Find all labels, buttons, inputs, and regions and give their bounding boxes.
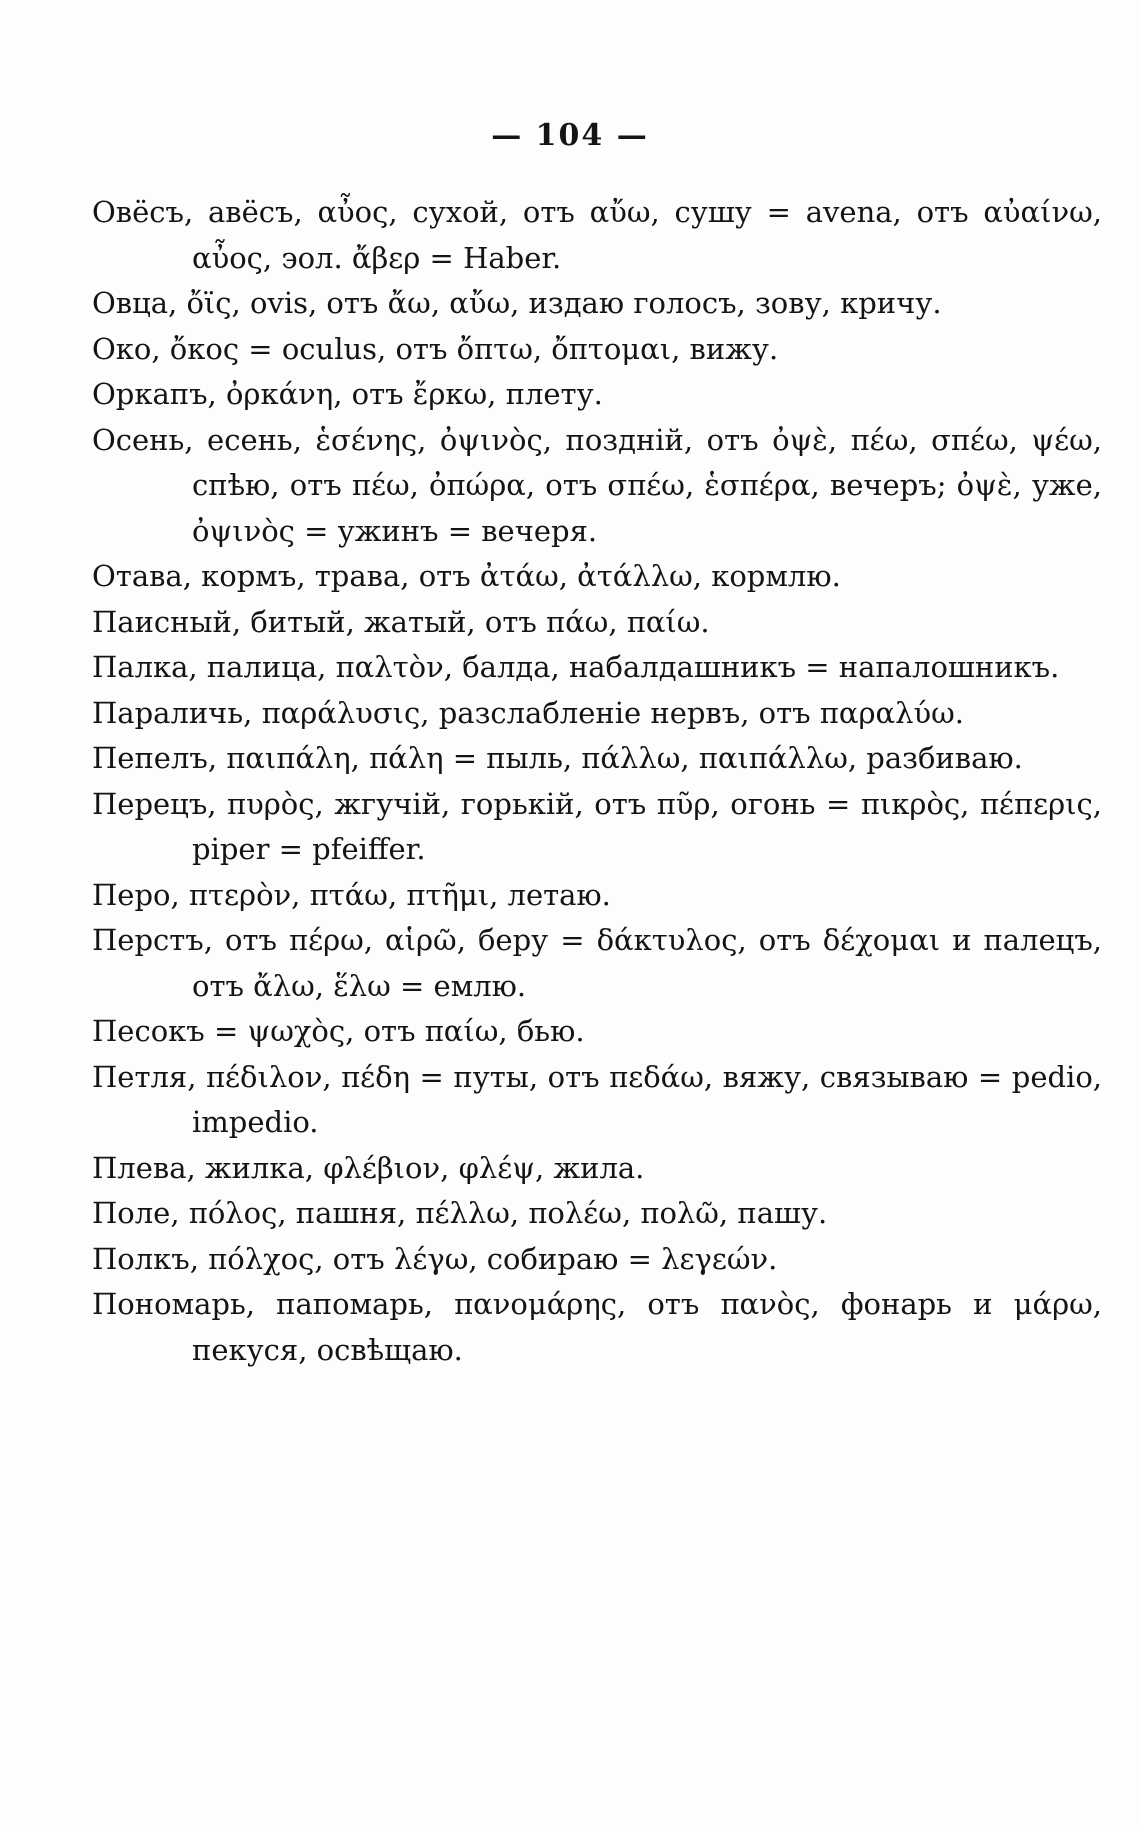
entry-perst: Перстъ, отъ πέρω, αἱρῶ, беру = δάκτυλος, отъ δέχομαι и палецъ, отъ ἄλω, ἕλω = емлю. (92, 923, 1102, 1003)
entry-petlya: Петля, πέδιλον, πέδη = путы, отъ πεδάω, вяжу, связываю = pedio, impedio. (92, 1059, 1102, 1139)
entry-pesok: Песокъ = ψωχὸς, отъ παίω, бью. (92, 1014, 585, 1048)
entry-ovca: Овца, ὄϊς, ovis, отъ ἄω, αὔω, издаю голосъ, зову, кричу. (92, 286, 942, 320)
entry-perec: Перецъ, πυρὸς, жгучій, горькій, отъ πῦρ, огонь = πικρὸς, πέπερις, piper = pfeiffer. (92, 786, 1102, 866)
entry-pleva: Плева, жилка, φλέβιον, φλέψ, жила. (92, 1150, 645, 1185)
entry-ponomar: Пономарь, папомарь, πανομάρης, отъ πανὸς, фонарь и μάρω, пекуся, освѣщаю. (92, 1287, 1102, 1367)
entry-pepel: Пепелъ, παιπάλη, πάλη = пыль, πάλλω, παιπάλλω, разбиваю. (92, 741, 1023, 775)
dictionary-entries (92, 190, 1102, 1373)
entry-oko: Око, ὄκος = oculus, отъ ὄπτω, ὄπτομαι, вижу. (92, 331, 779, 366)
entry-orkap: Оркапъ, ὀρκάνη, отъ ἔρκω, плету. (92, 377, 603, 411)
entry-palka: Палка, палица, παλτὸν, балда, набалдашникъ = напалошникъ. (92, 650, 1060, 684)
entry-paisny: Паисный, битый, жатый, отъ πάω, παίω. (92, 604, 710, 639)
entry-pole: Поле, πόλος, пашня, πέλλω, πολέω, πολῶ, пашу. (92, 1196, 828, 1230)
entry-pero: Перо, πτερὸν, πτάω, πτῆμι, летаю. (92, 877, 611, 912)
entry-polk: Полкъ, πόλχος, отъ λέγω, собираю = λεγεών. (92, 1241, 778, 1276)
entry-oves: Овёсъ, авёсъ, αὖος, сухой, отъ αὔω, сушу = avena, отъ αὐαίνω, αὖος, эол. ἄβερ = Haber. (92, 195, 1102, 275)
entry-paralich: Параличь, παράλυσις, разслабленіе нервъ, отъ παραλύω. (92, 695, 964, 730)
entry-otava: Отава, кормъ, трава, отъ ἀτάω, ἀτάλλω, кормлю. (92, 559, 841, 593)
entry-osen: Осень, есень, ἑσένης, ὀψινὸς, поздній, отъ ὀψὲ, πέω, σπέω, ψέω, спѣю, отъ πέω, ὀπώρα, отъ σπέω, ἑσπέρα, вечеръ; ὀψὲ, уже, ὀψινὸς = ужинъ = вечеря. (92, 422, 1102, 548)
page-number: — 104 — (491, 118, 649, 153)
